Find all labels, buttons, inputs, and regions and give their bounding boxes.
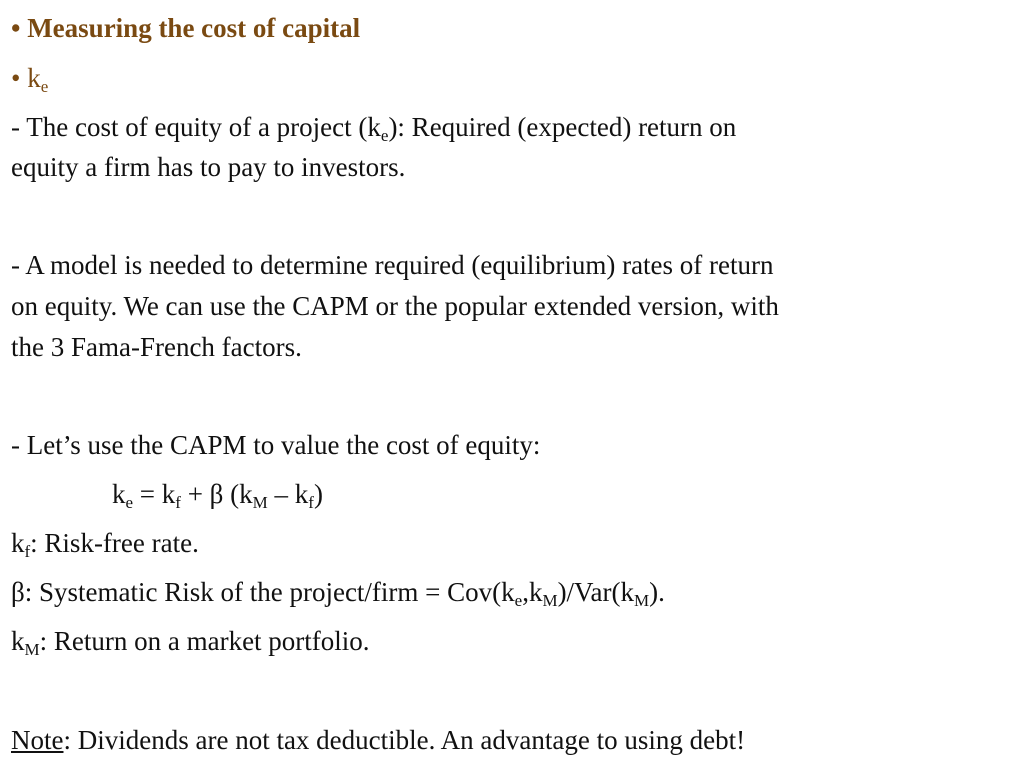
km-k: k	[11, 626, 25, 656]
definition-beta	[11, 572, 665, 612]
beta-text-b: ,k	[522, 577, 543, 607]
km-sub: M	[24, 640, 40, 659]
paragraph-1-line-2: equity a firm has to pay to investors.	[11, 152, 406, 182]
beta-text-c: )/Var(k	[557, 577, 635, 607]
formula-close: )	[313, 479, 323, 509]
kf-sub: f	[24, 542, 31, 561]
sub-bullet: •	[11, 63, 21, 93]
paragraph-1-line-1	[11, 107, 736, 147]
formula-sub-m: M	[252, 493, 268, 512]
p1-subscript: e	[380, 126, 389, 145]
kf-k: k	[11, 528, 25, 558]
kf-text: : Risk-free rate.	[30, 528, 199, 558]
definition-km	[11, 621, 370, 661]
beta-sub-m: M	[542, 591, 558, 610]
formula-sub-f2: f	[308, 493, 314, 512]
km-text: : Return on a market portfolio.	[39, 626, 370, 656]
title-text: Measuring the cost of capital	[27, 13, 361, 43]
p1-text-a: - The cost of equity of a project (k	[11, 112, 381, 142]
slide-title	[11, 8, 360, 48]
formula-eq: = k	[133, 479, 176, 509]
beta-text-a: β: Systematic Risk of the project/firm = Cov(k	[11, 577, 515, 607]
capm-formula	[112, 474, 323, 514]
definition-kf	[11, 523, 199, 563]
formula-k1: k	[112, 479, 126, 509]
formula-sub-f: f	[175, 493, 181, 512]
beta-sub-m2: M	[634, 591, 650, 610]
formula-sub-e: e	[125, 493, 134, 512]
sub-bullet-ke	[11, 58, 48, 98]
paragraph-2-line-2: on equity. We can use the CAPM or the popular extended version, with	[11, 291, 779, 321]
note-line	[11, 720, 745, 760]
paragraph-3-line-1: - Let’s use the CAPM to value the cost of equity:	[11, 430, 541, 460]
title-bullet: •	[11, 13, 21, 43]
formula-minus: – k	[267, 479, 309, 509]
note-label: Note	[11, 725, 64, 755]
formula-plus-beta: + β (k	[180, 479, 253, 509]
note-text: : Dividends are not tax deductible. An advantage to using debt!	[63, 725, 746, 755]
beta-sub-e: e	[514, 591, 523, 610]
p1-text-b: ): Required (expected) return on	[388, 112, 737, 142]
paragraph-2-line-3: the 3 Fama-French factors.	[11, 332, 302, 362]
paragraph-2-line-1: - A model is needed to determine required (equilibrium) rates of return	[11, 250, 774, 280]
sub-bullet-k: k	[27, 63, 41, 93]
sub-bullet-e: e	[40, 77, 49, 96]
beta-text-d: ).	[649, 577, 665, 607]
